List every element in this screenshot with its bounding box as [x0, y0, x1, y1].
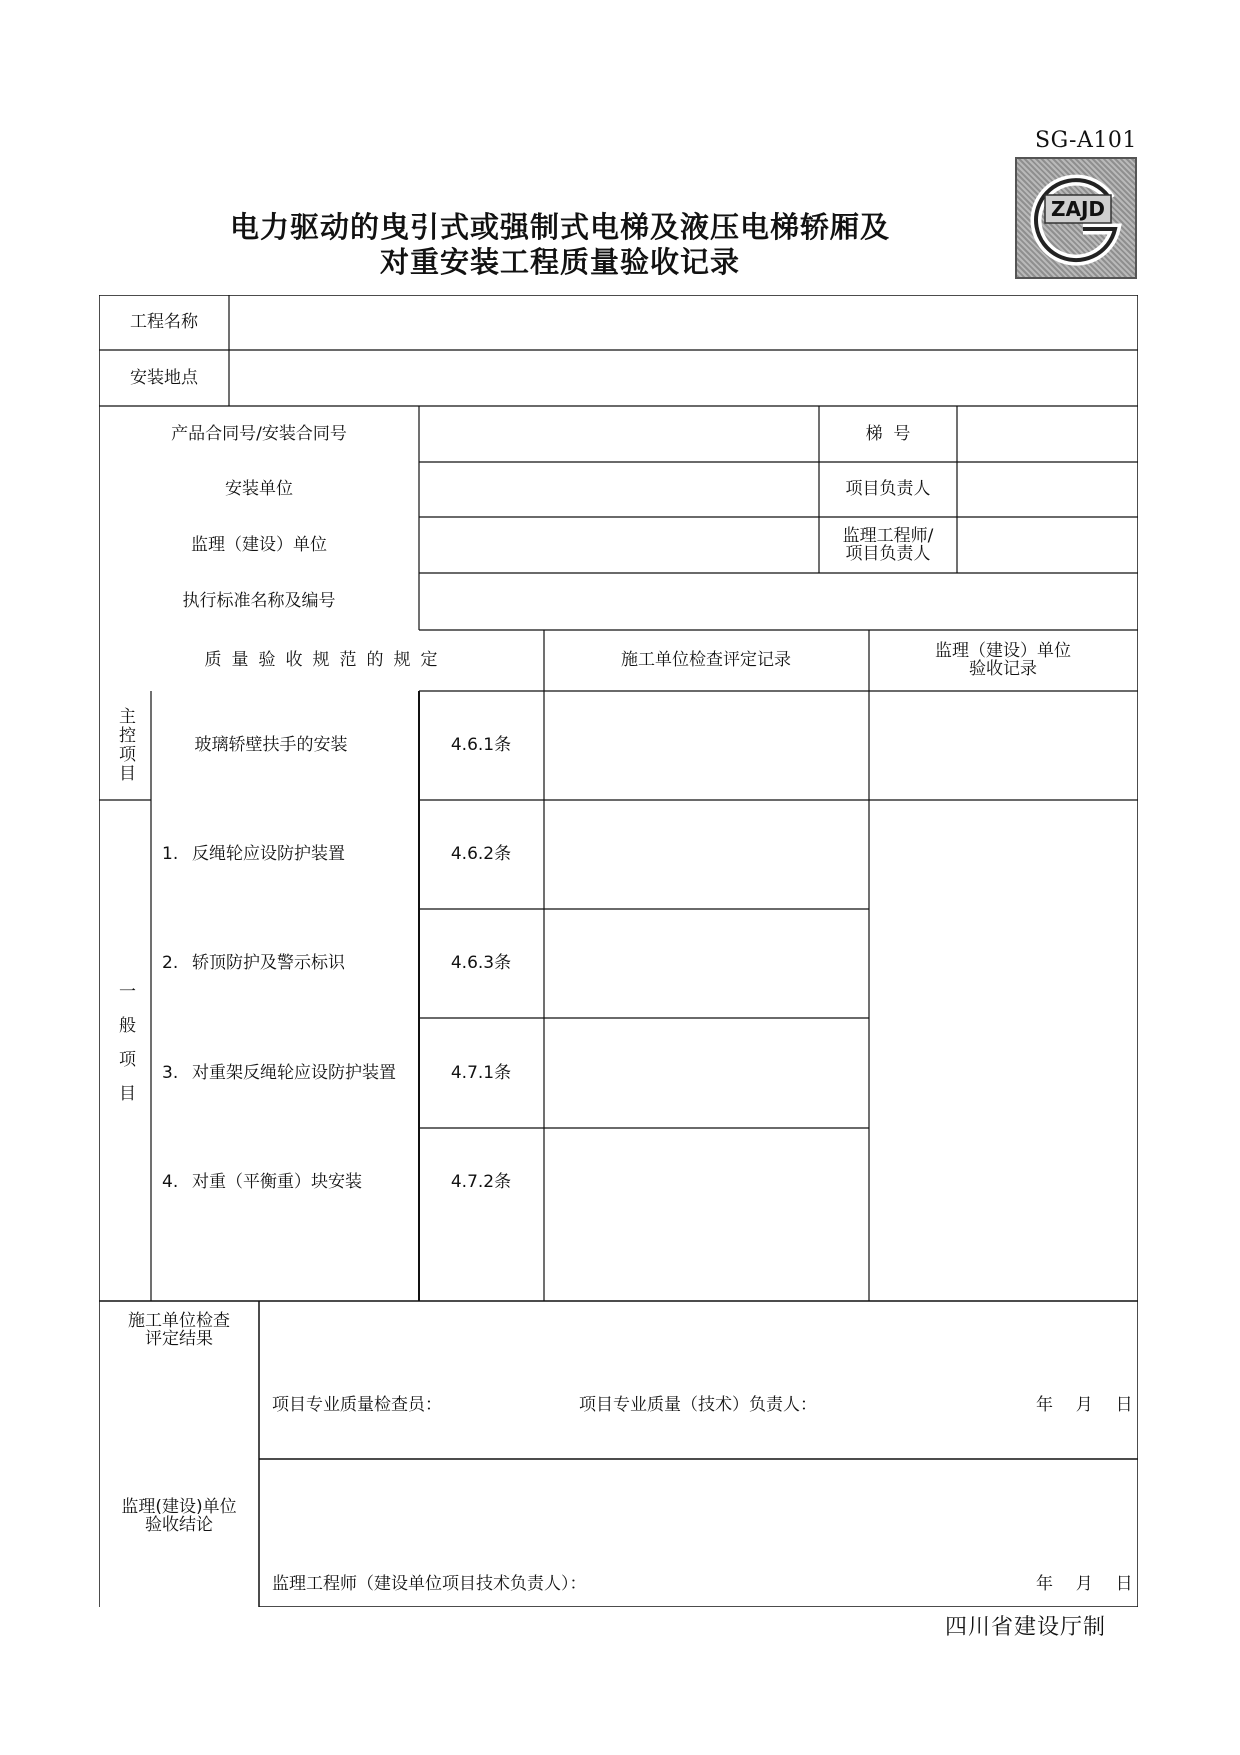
- general-item-1-clause: 4.6.2条: [450, 844, 512, 864]
- main-item-name: 玻璃轿壁扶手的安装: [194, 735, 348, 755]
- general-item-4-num: 4.: [162, 1172, 179, 1192]
- main-item-clause: 4.6.1条: [450, 735, 512, 755]
- supervision-engineer-label-l2: 项目负责人: [845, 544, 931, 564]
- install-location-label: 安装地点: [130, 368, 198, 388]
- issuer-footer: 四川省建设厅制: [945, 1615, 1107, 1640]
- general-item-4-name: 对重（平衡重）块安装: [192, 1172, 362, 1192]
- project-leader-label: 项目负责人: [845, 479, 931, 499]
- zajd-logo: [1015, 157, 1137, 279]
- tech-leader-label: 项目专业质量（技术）负责人：: [579, 1395, 817, 1415]
- supervision-unit-label: 监理（建设）单位: [191, 535, 327, 555]
- construction-record-header: 施工单位检查评定记录: [621, 650, 791, 670]
- supervision-conclusion-label-l2: 验收结论: [145, 1515, 213, 1535]
- supervision-engineer-label-l1: 监理工程师/: [842, 526, 934, 546]
- general-label: 一般项目: [115, 982, 135, 1118]
- elevator-no-label: 梯 号: [865, 424, 911, 444]
- spec-header: 质量验收规范的规定: [204, 650, 448, 670]
- project-name-label: 工程名称: [130, 312, 198, 332]
- general-item-3-clause: 4.7.1条: [450, 1063, 512, 1083]
- construction-date: 年 月 日: [1036, 1395, 1137, 1415]
- general-item-2-name: 轿顶防护及警示标识: [192, 953, 345, 973]
- construction-result-label-l2: 评定结果: [145, 1329, 213, 1349]
- general-item-3-name: 对重架反绳轮应设防护装置: [192, 1063, 396, 1083]
- main-control-label: 主控项目: [115, 707, 135, 783]
- supervision-conclusion-label-l1: 监理(建设)单位: [121, 1497, 237, 1517]
- supervision-record-header-l1: 监理（建设）单位: [935, 641, 1071, 661]
- page-title-line1: 电力驱动的曳引式或强制式电梯及液压电梯轿厢及: [229, 210, 890, 244]
- logo-text: ZAJD: [1050, 197, 1106, 221]
- general-item-3-num: 3.: [162, 1063, 179, 1083]
- inspection-form-table: [99, 295, 1138, 1607]
- standard-label: 执行标准名称及编号: [182, 591, 336, 611]
- general-item-4-clause: 4.7.2条: [450, 1172, 512, 1192]
- general-item-1-name: 反绳轮应设防护装置: [192, 844, 345, 864]
- general-item-2-num: 2.: [162, 953, 179, 973]
- quality-inspector-label: 项目专业质量检查员：: [272, 1395, 442, 1415]
- construction-result-label-l1: 施工单位检查: [128, 1311, 230, 1331]
- page-title-line2: 对重安装工程质量验收记录: [379, 245, 740, 279]
- supervision-date: 年 月 日: [1036, 1574, 1137, 1594]
- form-code: SG-A101: [1035, 128, 1137, 153]
- supervision-record-header-l2: 验收记录: [969, 659, 1037, 679]
- general-item-2-clause: 4.6.3条: [450, 953, 512, 973]
- general-item-1-num: 1.: [162, 844, 179, 864]
- contract-no-label: 产品合同号/安装合同号: [171, 424, 347, 444]
- install-unit-label: 安装单位: [225, 479, 293, 499]
- supervision-engineer-sign-label: 监理工程师（建设单位项目技术负责人）：: [272, 1574, 587, 1594]
